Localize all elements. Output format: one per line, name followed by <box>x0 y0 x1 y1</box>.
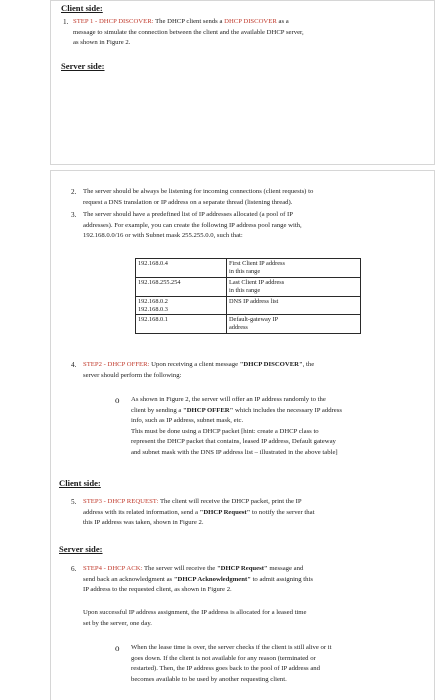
cell-line: in this range <box>229 286 261 294</box>
text-line: represent the DHCP packet that contains, leased IP address, Default gateway <box>131 438 336 446</box>
text-line <box>83 508 433 519</box>
text-line <box>83 564 433 575</box>
cell-line: DNS IP address list <box>229 297 279 305</box>
cell-line: 192.168.0.2 <box>138 297 168 305</box>
cell-line: address <box>229 324 248 332</box>
bullet-marker: o <box>115 395 120 405</box>
text-line: 192.168.0.0/16 or with Subnet mask 255.255.0.0, such that: <box>83 232 243 240</box>
bullet-marker: o <box>115 643 120 653</box>
server-side-heading: Server side: <box>59 544 103 554</box>
text-run: The server will receive the <box>142 565 217 572</box>
ip-pool-table <box>135 258 361 334</box>
message-term: "DHCP Request" <box>199 508 251 516</box>
text-line: The server should be always be listening for incoming connections (client requests) to <box>83 188 314 195</box>
cell-line: Default-gateway IP <box>229 316 279 324</box>
step-label: STEP2 - DHCP OFFER: <box>83 361 150 368</box>
table-row <box>136 277 361 296</box>
step-label: STEP 1 - DHCP DISCOVER: <box>73 18 154 25</box>
text-run: which includes the necessary IP address <box>233 406 342 414</box>
text-run: client by sending a <box>131 406 184 414</box>
lease-paragraph <box>83 608 433 629</box>
text-run: send back an acknowledgment as <box>83 575 174 583</box>
text-run: as a <box>276 18 289 25</box>
text-line <box>73 17 433 28</box>
list-item-3 <box>83 210 433 242</box>
text-run: to admit assigning this <box>250 575 313 583</box>
table-row <box>136 259 361 278</box>
cell-line: 192.168.255.254 <box>138 278 181 286</box>
cell-line: in this range <box>229 267 261 275</box>
text-run: message and <box>267 565 304 572</box>
bullet-offer <box>131 395 433 459</box>
text-line <box>83 575 433 586</box>
document-page-2 <box>50 170 435 700</box>
list-number: 3. <box>71 211 77 219</box>
text-run: The DHCP client sends a <box>153 18 225 25</box>
table-cell <box>136 277 227 296</box>
cell-line: First Client IP address <box>229 260 285 267</box>
cell-line: Last Client IP address <box>229 278 285 286</box>
text-line: info, such as IP address, subnet mask, etc. <box>131 417 244 425</box>
list-number: 1. <box>63 18 69 26</box>
list-number: 2. <box>71 188 77 196</box>
text-line: goes down. If the client is not available for any reason (terminated or <box>131 654 316 662</box>
text-line <box>83 360 433 371</box>
text-line: as shown in Figure 2. <box>73 39 131 47</box>
text-line: Upon successful IP address assignment, the IP address is allocated for a leased time <box>83 609 307 616</box>
client-side-heading: Client side: <box>61 3 103 13</box>
table-cell <box>136 315 227 334</box>
list-item-step3 <box>83 497 433 529</box>
text-line: request a DNS translation or IP address on a separate thread (listening thread). <box>83 198 293 206</box>
list-item-step4 <box>83 564 433 596</box>
text-line <box>131 406 433 417</box>
text-run: , the <box>302 361 315 368</box>
server-side-heading: Server side: <box>61 61 105 71</box>
message-term: "DHCP DISCOVER" <box>239 361 303 368</box>
text-run: The client will receive the DHCP packet, print the IP <box>158 498 302 505</box>
text-line: server should perform the following: <box>83 371 182 379</box>
step-label: STEP3 - DHCP REQUEST: <box>83 498 159 505</box>
table-cell <box>227 277 361 296</box>
document-page-1 <box>50 0 435 165</box>
cell-line: 192.168.0.3 <box>138 305 168 313</box>
text-line: IP address to the requested client, as shown in Figure 2. <box>83 586 232 594</box>
text-line <box>83 497 433 508</box>
text-line: When the lease time is over, the server checks if the client is still alive or it <box>131 644 332 651</box>
table-cell <box>227 259 361 278</box>
cell-line: 192.168.0.1 <box>138 316 168 324</box>
text-line: set by the server, one day. <box>83 619 152 627</box>
table-cell <box>227 315 361 334</box>
list-number: 5. <box>71 498 77 506</box>
text-line: restarted). Then, the IP address goes back to the pool of IP address and <box>131 665 320 673</box>
list-item-step2 <box>83 360 433 381</box>
cell-line: 192.168.0.4 <box>138 260 168 267</box>
message-term: "DHCP OFFER" <box>183 406 234 414</box>
client-side-heading: Client side: <box>59 478 101 488</box>
text-line: this IP address was taken, shown in Figure 2. <box>83 519 204 527</box>
highlight-term: DHCP DISCOVER <box>224 18 277 25</box>
table-cell <box>136 296 227 315</box>
text-line: becomes available to be used by another requesting client. <box>131 675 287 683</box>
text-line: This must be done using a DHCP packet [hint: create a DHCP class to <box>131 427 319 435</box>
text-line: As shown in Figure 2, the server will offer an IP address randomly to the <box>131 396 326 403</box>
text-line: message to simulate the connection between the client and the available DHCP server, <box>73 28 304 36</box>
list-item-step1 <box>73 17 433 49</box>
step-label: STEP4 - DHCP ACK: <box>83 565 143 572</box>
table-row <box>136 296 361 315</box>
table-row <box>136 315 361 334</box>
bullet-lease-expiry <box>131 643 433 685</box>
message-term: "DHCP Request" <box>216 565 268 572</box>
text-run: Upon receiving a client message <box>149 361 240 368</box>
table-cell <box>136 259 227 278</box>
text-line: The server should have a predefined list of IP addresses allocated (a pool of IP <box>83 211 293 218</box>
text-run: address with its related information, send a <box>83 508 200 516</box>
table-cell <box>227 296 361 315</box>
list-item-2 <box>83 187 433 208</box>
text-line: and subnet mask with the DNS IP address list – illustrated in the above table] <box>131 448 338 456</box>
list-number: 6. <box>71 565 77 573</box>
text-run: to notify the server that <box>250 508 315 516</box>
list-number: 4. <box>71 361 77 369</box>
message-term: "DHCP Acknowledgment" <box>173 575 251 583</box>
text-line: addresses). For example, you can create the following IP address pool range with, <box>83 221 302 229</box>
